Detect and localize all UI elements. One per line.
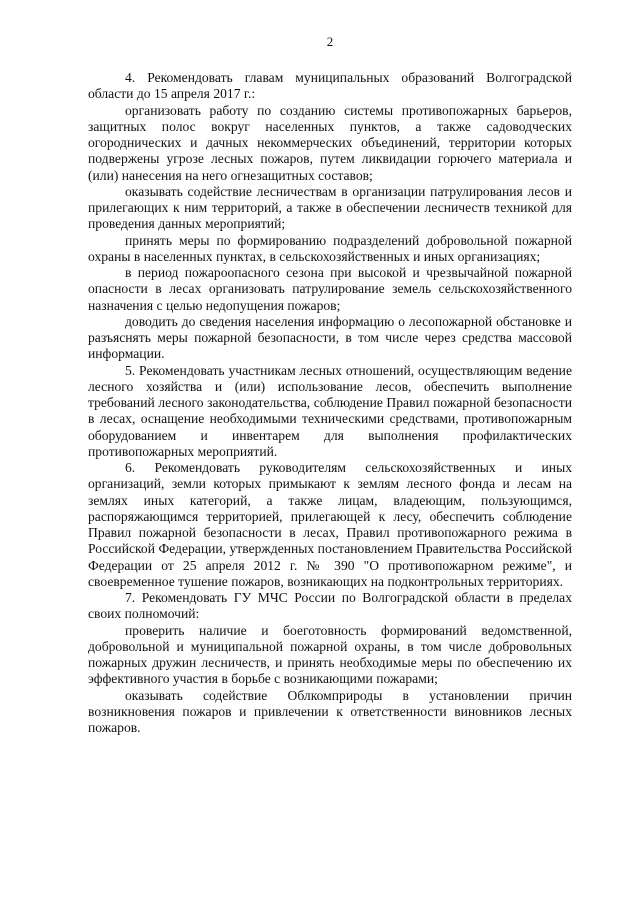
paragraph-barriers: организовать работу по созданию системы противопожарных барьеров, защитных полос вокруг населенных пунктов, а также садоводческих огороднических и дачных некоммерческих объединений, территории которых подвержены угрозе лесных пожаров, путем ликвидации горючего материала и (или) нанесения на него огнезащитных составов; (88, 102, 572, 183)
page-number: 2 (326, 34, 334, 49)
paragraph-item-4: 4. Рекомендовать главам муниципальных образований Волгоградской области до 15 апреля 2017 г.: (88, 70, 572, 102)
paragraph-assist-investigation: оказывать содействие Облкомприроды в установлении причин возникновения пожаров и привлечении к ответственности виновников лесных пожаров. (88, 687, 572, 735)
paragraph-readiness-check: проверить наличие и боеготовность формирований ведомственной, добровольной и муниципальной пожарной охраны, в том числе добровольных пожарных дружин лесничеств, и принять необходимые меры по обеспечению их эффективного участия в борьбе с возникающими пожарами; (88, 622, 572, 687)
paragraph-patrol-assist: оказывать содействие лесничествам в организации патрулирования лесов и прилегающих к ним территорий, а также в обеспечении лесничеств техникой для проведения данных мероприятий; (88, 183, 572, 232)
paragraph-item-7: 7. Рекомендовать ГУ МЧС России по Волгоградской области в пределах своих полномочий: (88, 590, 572, 622)
paragraph-item-6: 6. Рекомендовать руководителям сельскохозяйственных и иных организаций, земли которых примыкают к землям лесного фонда и лесам на землях иных категорий, а также лицам, владеющим, пользующимся, распоряжающимся территорией, прилегающей к лесу, обеспечить соблюдение Правил пожарной безопасности в лесах, Правил противопожарного режима в Российской Федерации, утвержденных постановлением Правительства Российской Федерации от 25 апреля 2012 г. № 390 "О противопожарном режиме", и своевременное тушение пожаров, возникающих на подконтрольных территориях. (88, 460, 572, 589)
paragraph-item-5: 5. Рекомендовать участникам лесных отношений, осуществляющим ведение лесного хозяйства и (или) использование лесов, обеспечить выполнение требований лесного законодательства, соблюдение Правил пожарной безопасности в лесах, оснащение необходимыми техническими средствами, противопожарным оборудованием и инвентарем для выполнения профилактических противопожарных мероприятий. (88, 362, 572, 459)
paragraph-inform-public: доводить до сведения населения информацию о лесопожарной обстановке и разъяснять меры пожарной безопасности, в том числе через средства массовой информации. (88, 313, 572, 362)
paragraph-volunteer-units: принять меры по формированию подразделений добровольной пожарной охраны в населенных пунктах, в сельскохозяйственных и иных организациях; (88, 232, 572, 264)
paragraph-season-patrol: в период пожароопасного сезона при высокой и чрезвычайной пожарной опасности в лесах организовать патрулирование земель сельскохозяйственного назначения с целью недопущения пожаров; (88, 265, 572, 313)
